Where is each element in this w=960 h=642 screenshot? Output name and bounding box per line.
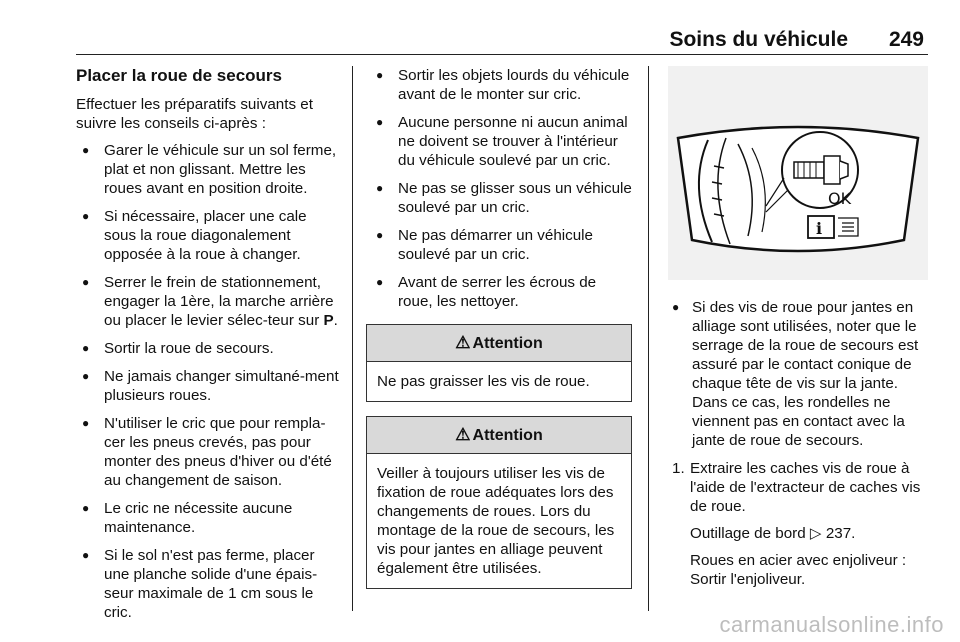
list-item: ● Garer le véhicule sur un sol ferme, plat et non glissant. Mettre les roues avant en position droite. [76, 141, 340, 198]
tool-reference-page: 237. [825, 525, 856, 542]
list-item: ● Ne pas démarrer un véhicule soulevé par un cric. [366, 226, 632, 264]
warning-box [366, 416, 632, 589]
list-item: ● Le cric ne nécessite aucune maintenance. [76, 499, 340, 537]
step-number: 1. [672, 460, 685, 477]
intro-paragraph: Effectuer les préparatifs suivants et suivre les conseils ci-après : [76, 96, 313, 132]
info-label: i [816, 219, 823, 238]
warning-header [367, 417, 631, 454]
list-item [76, 273, 340, 330]
header-rule [76, 54, 928, 55]
list-item: ● Si nécessaire, placer une cale sous la roue diagonalement opposée à la roue à changer. [76, 207, 340, 264]
steps-list [668, 459, 928, 589]
list-item: ● Sortir les objets lourds du véhicule avant de le monter sur cric. [366, 66, 632, 104]
precautions-list [76, 141, 340, 622]
list-item: ● Si des vis de roue pour jantes en alliage sont utilisées, noter que le serrage de la roue de secours est assuré par le contact conique de chaque tête de vis sur la jante. Dans ce cas, les rondelles ne viennent pas en contact avec la jante de roue de secours. [668, 298, 928, 450]
list-item: ● N'utiliser le cric que pour rempla-cer les pneus crevés, pas pour monter des pneus d'hiver ou d'été au changement de saison. [76, 414, 340, 490]
ok-label: OK [828, 189, 852, 208]
list-item: ● Ne jamais changer simultané-ment plusieurs roues. [76, 367, 340, 405]
tool-reference-text: Outillage de bord [690, 525, 810, 542]
warning-box [366, 324, 632, 402]
column-right [668, 66, 928, 589]
column-divider-2 [648, 66, 649, 611]
list-item: ● Avant de serrer les écrous de roue, les nettoyer. [366, 273, 632, 311]
column-middle [366, 66, 632, 603]
page-number: 249 [888, 28, 924, 51]
gear-letter: P [323, 312, 334, 329]
list-item: ● Si le sol n'est pas ferme, placer une planche solide d'une épais-seur maximale de 1 cm sous le cric. [76, 546, 340, 622]
step-tool-reference [690, 524, 928, 543]
watermark: carmanualsonline.info [719, 612, 944, 637]
warning-triangle-icon: ⚠ [455, 425, 471, 444]
wheel-bolt-illustration [668, 66, 928, 280]
warning-title: Attention [472, 335, 543, 352]
wheel-bolt-drawing [668, 66, 928, 280]
warning-text: Veiller à toujours utiliser les vis de fixation de roue adéquates lors des changements de roues. Lors du montage de la roue de secours, les vis pour jantes en alliage peuvent également être utilisées. [377, 465, 615, 577]
step-item [668, 459, 928, 589]
list-item-text: Serrer le frein de stationnement, engager la 1ère, la marche arrière ou placer le levier sélec-teur sur [104, 274, 334, 329]
column-divider-1 [352, 66, 353, 611]
warning-triangle-icon: ⚠ [455, 333, 471, 352]
list-item-suffix: . [333, 312, 338, 329]
step-text: Extraire les caches vis de roue à l'aide de l'extracteur de caches vis de roue. [690, 460, 921, 515]
list-item: ● Aucune personne ni aucun animal ne doivent se trouver à l'intérieur du véhicule soulevé par un cric. [366, 113, 632, 170]
warning-header [367, 325, 631, 362]
list-item: ● Sortir la roue de secours. [76, 339, 340, 358]
page-reference-arrow-icon: ▷ [809, 525, 822, 542]
step-substep: Roues en acier avec enjoliveur : Sortir l'enjoliveur. [690, 552, 907, 588]
safety-list [366, 66, 632, 311]
warning-text: Ne pas graisser les vis de roue. [377, 373, 590, 390]
alloy-note-list [668, 298, 928, 450]
column-left [76, 66, 340, 631]
section-heading: Placer la roue de secours [76, 66, 282, 85]
page-header [76, 28, 928, 54]
section-title: Soins du véhicule [669, 28, 848, 51]
list-item: ● Ne pas se glisser sous un véhicule soulevé par un cric. [366, 179, 632, 217]
warning-title: Attention [472, 427, 543, 444]
